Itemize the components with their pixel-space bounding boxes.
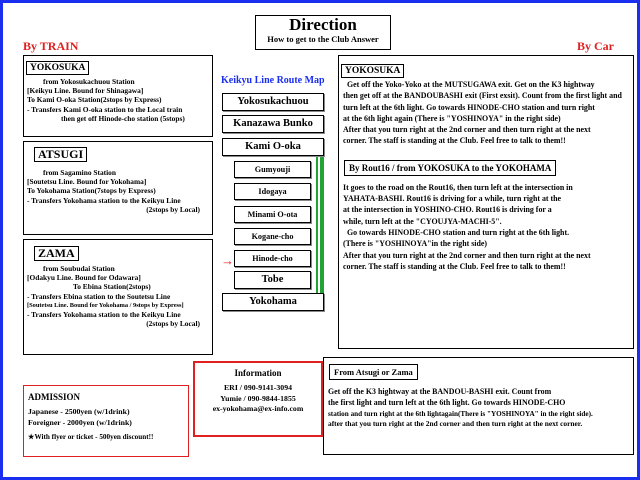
train-yokosuka-line: then get off Hinode-cho station (5stops) (61, 113, 185, 123)
train-zama-line: To Ebina Station(2stops) (73, 282, 151, 292)
by-train-heading: By TRAIN (23, 39, 79, 53)
train-yokosuka-box (23, 55, 213, 137)
car-atsugi-zama-label: From Atsugi or Zama (329, 364, 418, 380)
car-yokosuka-line: Get off the Yoko-Yoko at the MUTSUGAWA exit. Get on the K3 hightway (347, 80, 595, 89)
train-atsugi-line: from Sagamino Station (43, 168, 116, 177)
car-yokosuka-label: YOKOSUKA (341, 64, 404, 78)
car-atsugi-zama-line: the first light and turn left at the 6th light. Go towards HINODE-CHO (328, 397, 566, 407)
car-yokosuka-line: After that you turn right at the 2nd corner and then turn right at the next (343, 125, 591, 135)
station-kami-ooka: Kami O-oka (222, 138, 324, 156)
information-label: Information (234, 368, 282, 378)
train-zama-line: (2stops by Local) (146, 319, 200, 329)
car-rout16-line: It goes to the road on the Rout16, then turn left at the intersection in (343, 182, 573, 192)
station-tobe: Tobe (234, 271, 311, 289)
train-zama-line: from Soubudai Station (43, 264, 115, 273)
car-rout16-line: at the intersection in YOSHINO-CHO. Rout16 is driving for a (343, 205, 552, 215)
car-atsugi-zama-box (323, 357, 634, 455)
route-line-inner (318, 143, 320, 299)
station-minami-oota: Minami O-ota (234, 206, 311, 223)
station-kogane-cho: Kogane-cho (234, 228, 311, 245)
car-rout16-line: (There is "YOSHINOYA"in the right side) (343, 239, 488, 249)
train-zama-box (23, 239, 213, 355)
car-rout16-line: YAHATA-BASHI. Rout16 is driving for a while, turn right at the (343, 194, 562, 204)
contact-email[interactable]: ex-yokohama@ex-info.com (212, 404, 304, 413)
train-atsugi-label: ATSUGI (34, 147, 87, 162)
title-box (255, 15, 391, 50)
train-yokosuka-label: YOKOSUKA (26, 61, 89, 75)
admission-label: ADMISSION (28, 392, 81, 402)
admission-box (23, 385, 189, 457)
car-directions-box (338, 55, 634, 349)
car-yokosuka-line: then get off at the BANDOUBASHI exit (First exsit). Count from the first light and (343, 91, 622, 101)
information-box (193, 361, 323, 437)
by-car-heading: By Car (577, 39, 614, 53)
station-hinode-cho: Hinode-cho (234, 250, 311, 267)
page-title: Direction (289, 15, 357, 34)
car-atsugi-zama-line: after that you turn right at the 2nd corner and then turn right at the next corner. (328, 419, 583, 429)
train-atsugi-line: - Transfers Yokohama station to the Keikyu Line (27, 195, 181, 205)
car-rout16-line: Go towards HINODE-CHO station and turn right at the 6th light. (347, 227, 570, 237)
car-rout16-line: corner. The staff is standing at the Club. Feel free to talk to them!! (343, 261, 566, 271)
station-yokohama: Yokohama (222, 293, 324, 311)
train-yokosuka-line: from Yokosukachuou Station (43, 77, 135, 86)
train-atsugi-box (23, 141, 213, 235)
station-idogaya: Idogaya (234, 183, 311, 200)
train-zama-line: [Soutetsu Line. Bound for Yokohama / 9stops by Express] (27, 301, 184, 309)
car-atsugi-zama-line: Get off the K3 hightway at the BANDOU-BASHI exit. Count from (328, 387, 552, 396)
admission-discount: ★With flyer or ticket - 500yen discount!! (28, 433, 154, 441)
train-yokosuka-line: - Transfers Kami O-oka station to the Local train (27, 104, 183, 114)
car-atsugi-zama-line: station and turn right at the 6th lightagain(There is "YOSHINOYA" in the right side). (328, 409, 593, 418)
train-zama-line: - Transfers Yokohama station to the Keikyu Line (27, 310, 181, 320)
admission-price: Foreigner - 2000yen (w/1drink) (28, 418, 132, 427)
train-zama-line: [Odakyu Line. Bound for Odawara] (27, 273, 141, 283)
train-atsugi-line: (2stops by Local) (146, 204, 200, 214)
train-atsugi-line: [Soutetsu Line. Bound for Yokohama] (27, 177, 147, 187)
train-zama-line: - Transfers Ebina station to the Soutetsu Line (27, 291, 171, 301)
route-map-title: Keikyu Line Route Map (221, 75, 325, 86)
train-yokosuka-line: [Keikyu Line. Bound for Shinagawa] (27, 86, 144, 96)
current-station-arrow-icon: → (221, 253, 234, 268)
car-yokosuka-line: at the 6th light again (There is "YOSHINOYA" in the right side) (343, 113, 561, 123)
station-kanazawa-bunko: Kanazawa Bunko (222, 115, 324, 133)
admission-price: Japanese - 2500yen (w/1drink) (28, 407, 130, 416)
station-gumyouji: Gumyouji (234, 161, 311, 178)
train-yokosuka-line: To Kami O-oka Station(2stops by Express) (27, 95, 162, 105)
car-rout16-line: After that you turn right at the 2nd corner and then turn right at the next (343, 250, 591, 260)
train-atsugi-line: To Yokohama Station(7stops by Express) (27, 186, 156, 196)
car-yokosuka-line: turn left at the 6th light. Go towards HINODE-CHO station and turn right (343, 102, 595, 112)
car-yokosuka-line: corner. The staff is standing at the Club. Feel free to talk to them!! (343, 136, 566, 146)
train-zama-label: ZAMA (34, 246, 79, 261)
contact-line: Yumie / 090-9844-1855 (220, 393, 296, 403)
car-rout16-label: By Rout16 / from YOKOSUKA to the YOKOHAMA (344, 160, 556, 176)
car-rout16-line: while, turn left at the "CYOUJYA-MACHI-5". (343, 216, 502, 226)
contact-line: ERI / 090-9141-3094 (223, 383, 292, 392)
station-yokosukachuou: Yokosukachuou (222, 93, 324, 111)
page-subtitle: How to get to the Club Answer (267, 34, 379, 44)
